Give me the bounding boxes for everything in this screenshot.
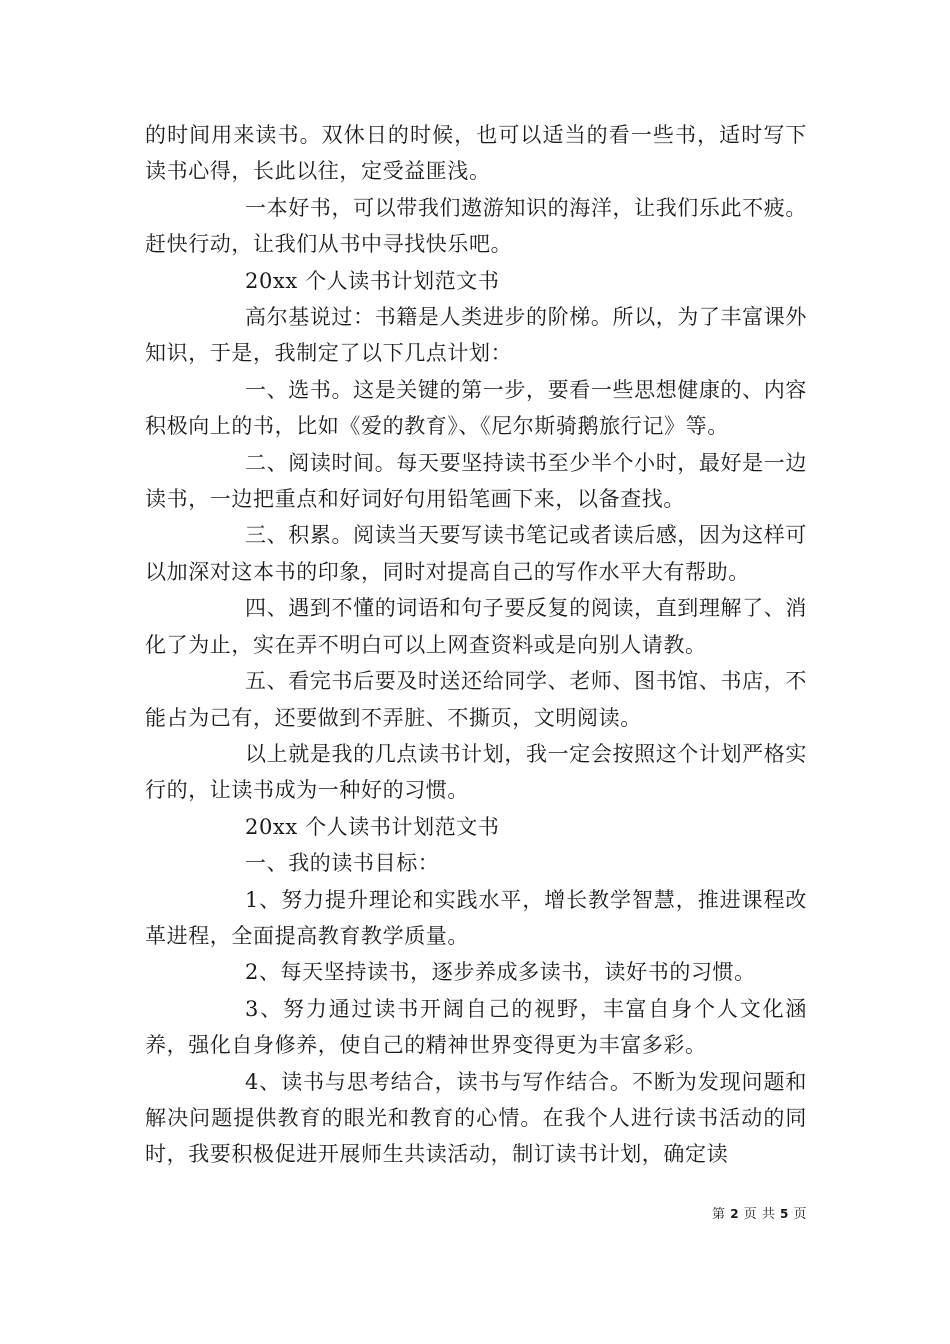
paragraph: 一本好书，可以带我们遨游知识的海洋，让我们乐此不疲。赶快行动，让我们从书中寻找快乐吧。: [145, 195, 807, 257]
section-heading: 20xx 个人读书计划范文书: [245, 268, 500, 293]
paragraph: 2、每天坚持读书，逐步养成多读书，读好书的习惯。: [245, 960, 756, 985]
paragraph: 四、遇到不懂的词语和句子要反复的阅读，直到理解了、消化了为止，实在弄不明白可以上网查资料或是向别人请教。: [145, 596, 807, 657]
paragraph: 3、努力通过读书开阔自己的视野，丰富自身个人文化涵养，强化自身修养，使自己的精神世界变得更为丰富多彩。: [145, 996, 807, 1058]
body-text: [145, 117, 807, 1173]
paragraph: 1、努力提升理论和实践水平，增长教学智慧，推进课程改革进程，全面提高教育教学质量。: [145, 887, 807, 948]
paragraph: 二、阅读时间。每天要坚持读书至少半个小时，最好是一边读书，一边把重点和好词好句用铅笔画下来，以备查找。: [145, 450, 807, 512]
section-heading: 20xx 个人读书计划范文书: [245, 814, 500, 839]
paragraph: 三、积累。阅读当天要写读书笔记或者读后感，因为这样可以加深对这本书的印象，同时对提高自己的写作水平大有帮助。: [145, 523, 807, 584]
paragraph: 五、看完书后要及时送还给同学、老师、图书馆、书店，不能占为己有，还要做到不弄脏、不撕页，文明阅读。: [145, 669, 807, 730]
paragraph: 以上就是我的几点读书计划，我一定会按照这个计划严格实行的，让读书成为一种好的习惯。: [145, 741, 807, 803]
footer-prefix: 第: [712, 1207, 726, 1222]
paragraph: 4、读书与思考结合，读书与写作结合。不断为发现问题和解决问题提供教育的眼光和教育的心情。在我个人进行读书活动的同时，我要积极促进开展师生共读活动，制订读书计划，确定读: [145, 1069, 807, 1167]
footer-suffix: 页: [793, 1207, 807, 1222]
paragraph: 一、我的读书目标：: [245, 851, 440, 876]
footer-current-page: 2: [730, 1207, 740, 1221]
footer-total-pages: 5: [779, 1207, 789, 1221]
page-number-footer: [712, 1203, 807, 1222]
footer-middle: 页 共: [743, 1207, 776, 1222]
paragraph: 一、选书。这是关键的第一步，要看一些思想健康的、内容积极向上的书，比如《爱的教育》、《尼尔斯骑鹅旅行记》等。: [145, 377, 807, 439]
paragraph: 高尔基说过：书籍是人类进步的阶梯。所以，为了丰富课外知识，于是，我制定了以下几点计划：: [145, 305, 807, 366]
paragraph-continuation: 的时间用来读书。双休日的时候，也可以适当的看一些书，适时写下读书心得，长此以往，定受益匪浅。: [145, 123, 807, 184]
